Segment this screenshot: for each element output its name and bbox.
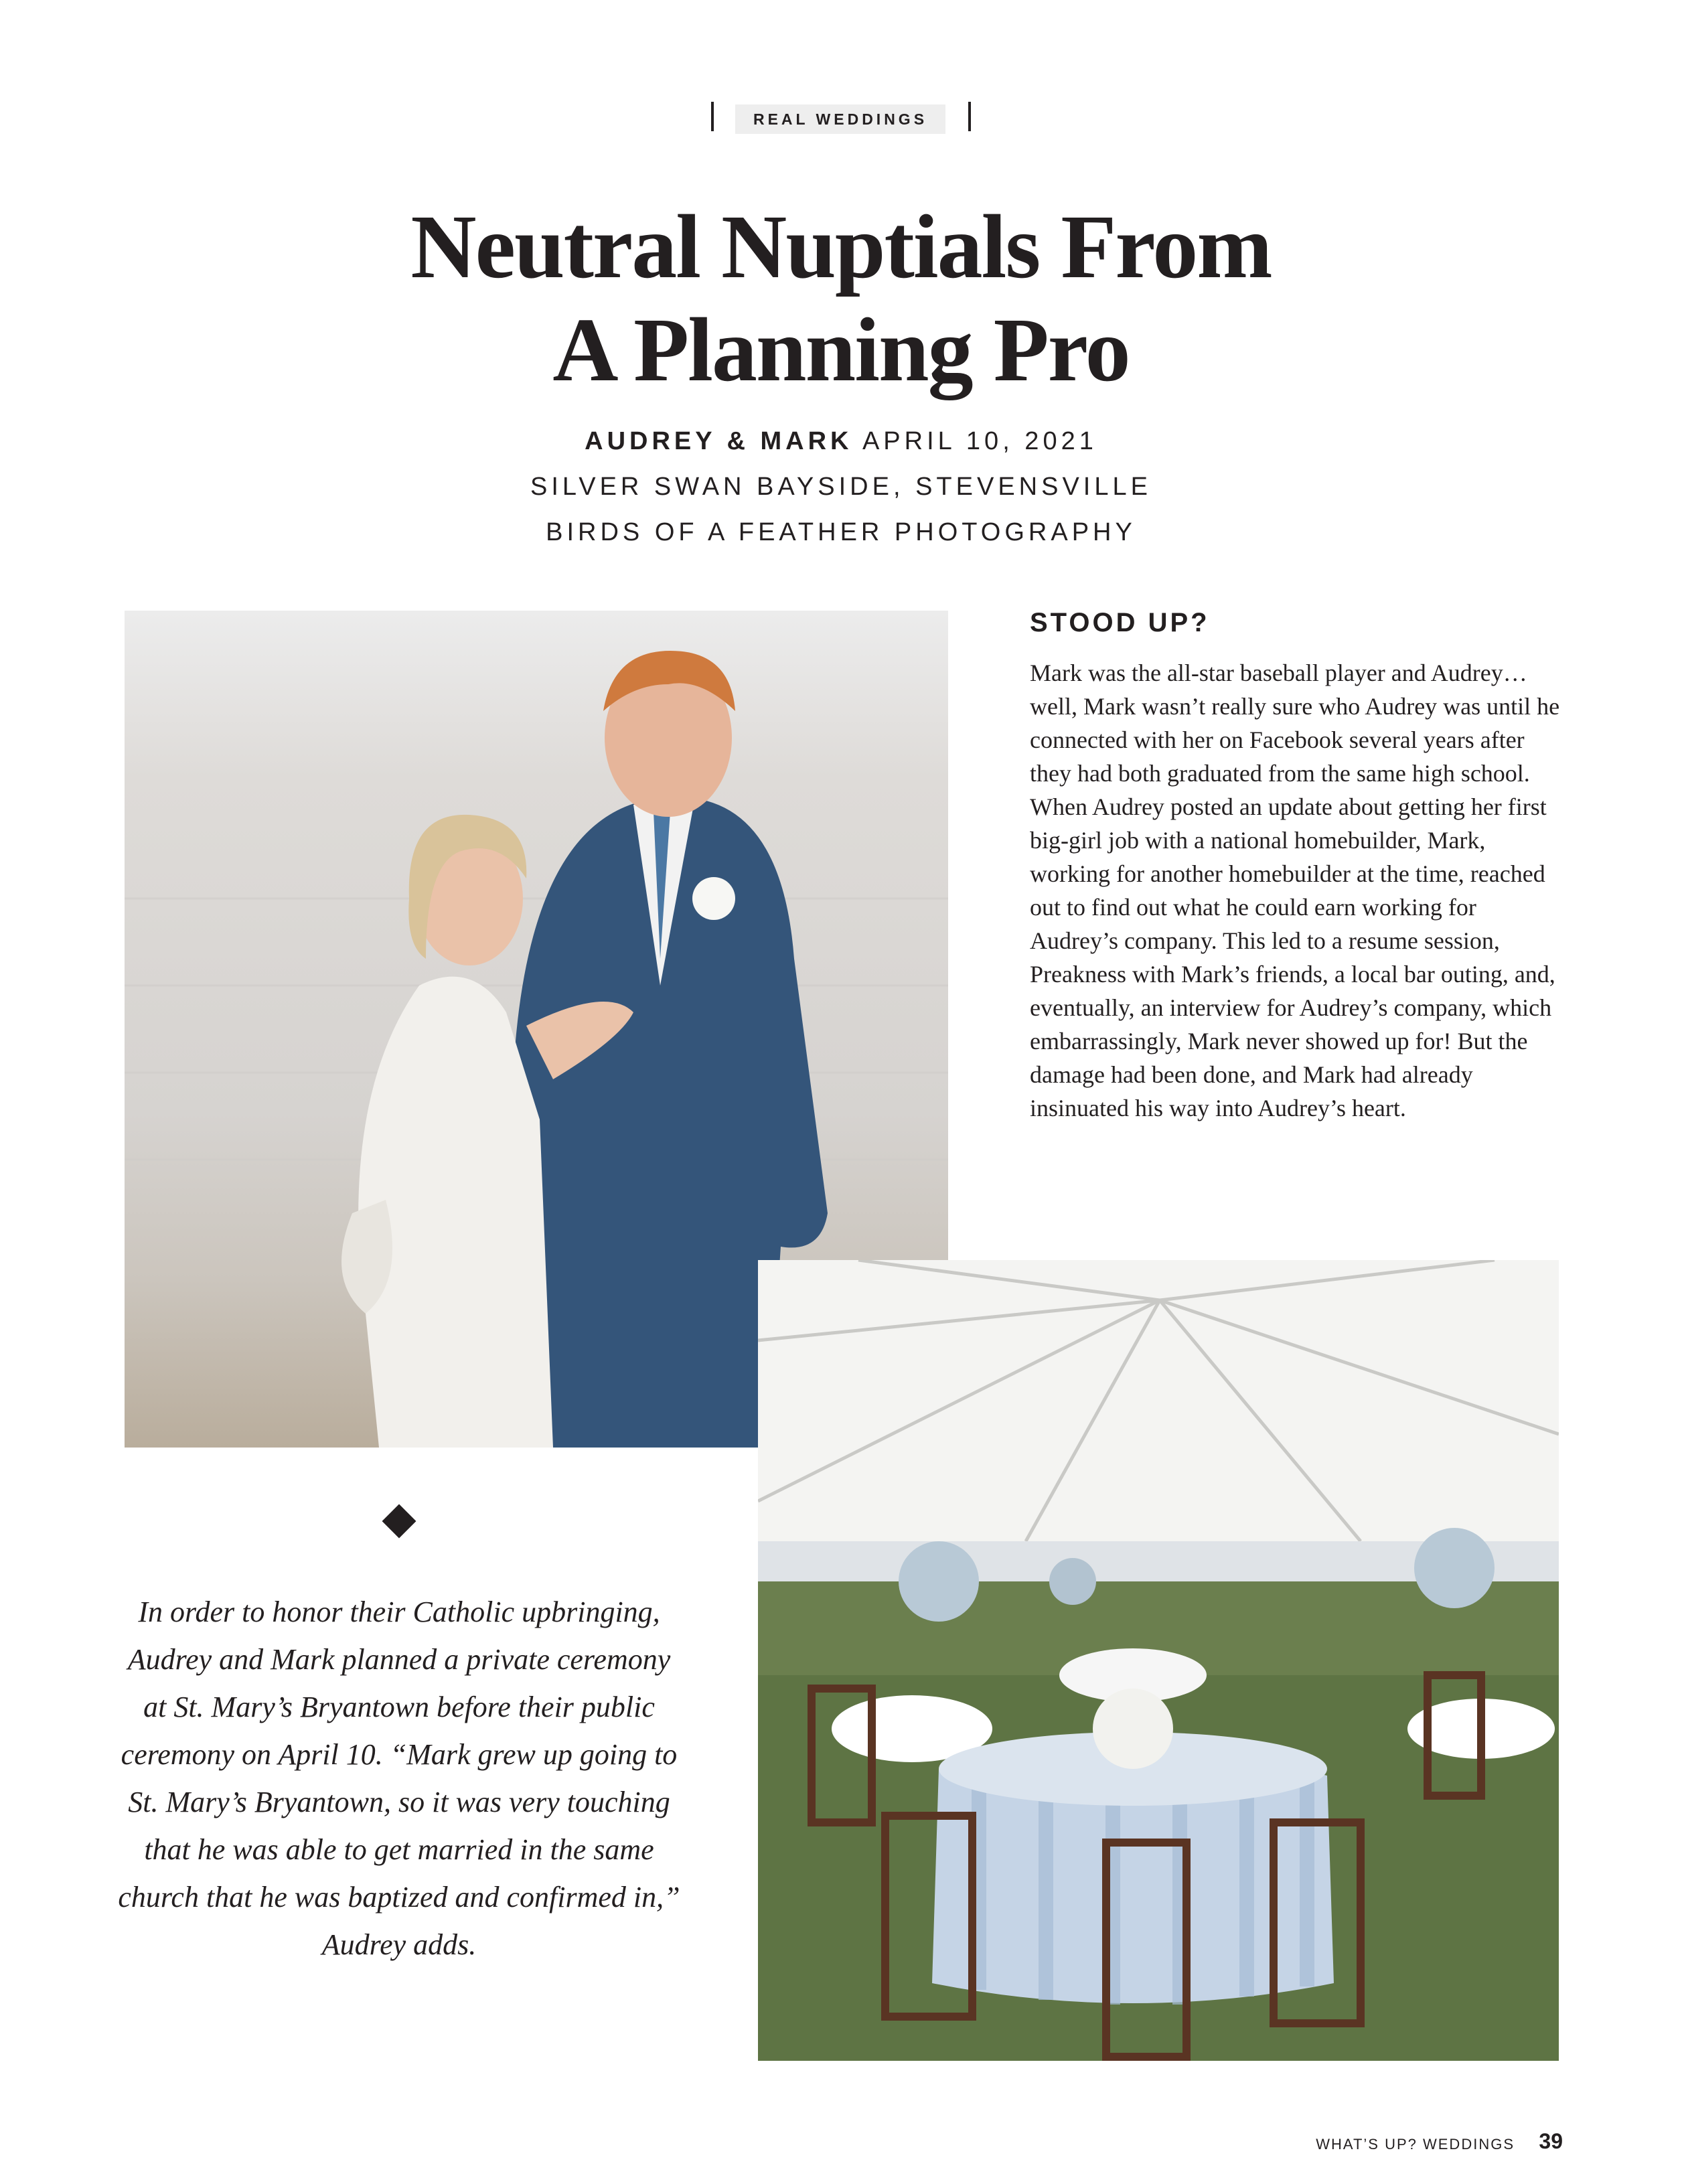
article-title bbox=[201, 196, 1481, 402]
footer-publication: WHAT’S UP? WEDDINGS bbox=[1316, 2136, 1515, 2153]
page-number: 39 bbox=[1539, 2129, 1563, 2153]
photographer-credit: BIRDS OF A FEATHER PHOTOGRAPHY bbox=[546, 518, 1136, 546]
couple-date-line bbox=[201, 427, 1481, 456]
tag-right-bar bbox=[968, 102, 971, 131]
reception-tent-photo bbox=[758, 1260, 1559, 2061]
sidebar-heading: STOOD UP? bbox=[1030, 608, 1210, 637]
wedding-date: APRIL 10, 2021 bbox=[862, 427, 1097, 455]
venue: SILVER SWAN BAYSIDE, STEVENSVILLE bbox=[530, 473, 1152, 501]
sidebar-body: Mark was the all-star baseball player and Audrey… well, Mark wasn’t really sure who Audrey was until he connected with her on Facebook several years after they had both graduated from the same high school. When Audrey posted an update about getting her first big-girl job with a national homebuilder, Mark, working for another homebuilder at the time, reached out to find out what he could earn working for Audrey’s company. This led to a resume session, Preakness with Mark’s friends, a local bar outing, and, eventually, an interview for Audrey’s company, which embarrassingly, Mark never showed up for! But the damage had been done, and Mark had already insinuated his way into Audrey’s heart. bbox=[1030, 659, 1560, 1121]
diamond-ornament bbox=[382, 1504, 416, 1539]
section-tag: REAL WEDDINGS bbox=[735, 104, 945, 134]
title-line-2: A Planning Pro bbox=[552, 300, 1130, 400]
title-line-1: Neutral Nuptials From bbox=[410, 197, 1272, 297]
pull-quote: In order to honor their Catholic upbringing, Audrey and Mark planned a private ceremony at St. Mary’s Bryantown before their public ceremony on April 10. “Mark grew up going to St. Mary’s Bryantown, so it was very touching that he was able to get married in the same church that he was baptized and confirmed in,” Audrey adds. bbox=[118, 1595, 680, 1961]
tag-left-bar bbox=[711, 102, 714, 131]
couple-names: AUDREY & MARK bbox=[585, 427, 853, 455]
